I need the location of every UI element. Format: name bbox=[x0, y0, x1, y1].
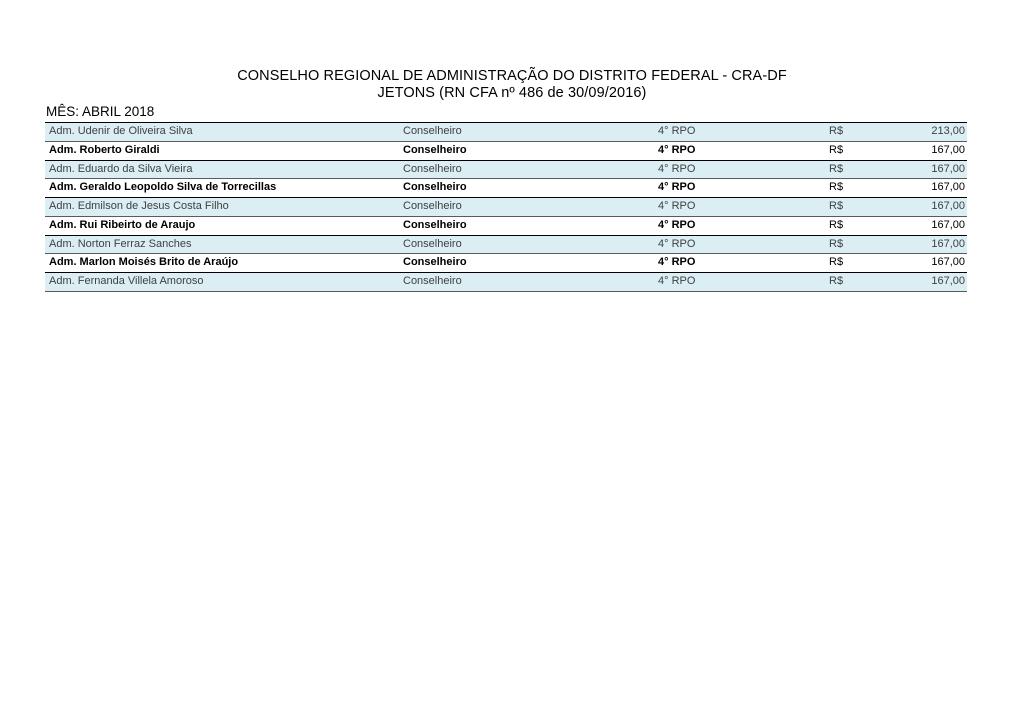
table-row bbox=[45, 142, 967, 161]
member-role: Conselheiro bbox=[403, 275, 462, 287]
member-name: Adm. Udenir de Oliveira Silva bbox=[49, 125, 193, 137]
jeton-value: 167,00 bbox=[931, 162, 965, 175]
table-row bbox=[45, 254, 967, 273]
member-category: 4° RPO bbox=[658, 218, 696, 231]
currency-symbol: R$ bbox=[829, 143, 844, 156]
table-row bbox=[45, 122, 967, 142]
table-row bbox=[45, 198, 967, 217]
table-row bbox=[45, 179, 967, 198]
member-role: Conselheiro bbox=[403, 125, 462, 137]
table-row bbox=[45, 236, 967, 255]
member-category: 4° RPO bbox=[658, 237, 696, 250]
member-category: 4° RPO bbox=[658, 181, 696, 194]
currency-symbol: R$ bbox=[829, 218, 844, 231]
table-row bbox=[45, 161, 967, 180]
member-category: 4° RPO bbox=[658, 275, 696, 287]
member-category: 4° RPO bbox=[658, 125, 696, 137]
member-name: Adm. Edmilson de Jesus Costa Filho bbox=[49, 200, 229, 212]
month-label: MÊS: ABRIL 2018 bbox=[46, 104, 155, 119]
currency-symbol: R$ bbox=[829, 237, 844, 250]
jeton-value: 167,00 bbox=[931, 256, 965, 269]
currency-symbol: R$ bbox=[829, 125, 844, 137]
member-name: Adm. Eduardo da Silva Vieira bbox=[49, 162, 193, 175]
jeton-value: 167,00 bbox=[931, 237, 965, 250]
document-header bbox=[0, 68, 1024, 102]
document-title: CONSELHO REGIONAL DE ADMINISTRAÇÃO DO DISTRITO FEDERAL - CRA-DF bbox=[237, 68, 787, 84]
member-role: Conselheiro bbox=[403, 181, 467, 194]
jeton-value: 167,00 bbox=[931, 275, 965, 287]
member-name: Adm. Marlon Moisés Brito de Araújo bbox=[49, 256, 239, 269]
jeton-value: 167,00 bbox=[931, 181, 965, 194]
member-name: Adm. Roberto Giraldi bbox=[49, 143, 160, 156]
member-role: Conselheiro bbox=[403, 200, 462, 212]
member-name: Adm. Rui Ribeirto de Araujo bbox=[49, 218, 196, 231]
member-category: 4° RPO bbox=[658, 143, 696, 156]
member-role: Conselheiro bbox=[403, 237, 462, 250]
document-subtitle: JETONS (RN CFA nº 486 de 30/09/2016) bbox=[377, 85, 647, 101]
member-category: 4° RPO bbox=[658, 200, 696, 212]
table-row bbox=[45, 273, 967, 292]
currency-symbol: R$ bbox=[829, 256, 844, 269]
member-role: Conselheiro bbox=[403, 162, 462, 175]
currency-symbol: R$ bbox=[829, 275, 844, 287]
member-category: 4° RPO bbox=[658, 162, 696, 175]
jetons-table bbox=[45, 122, 967, 292]
member-name: Adm. Fernanda Villela Amoroso bbox=[49, 275, 204, 287]
table-row bbox=[45, 217, 967, 236]
member-role: Conselheiro bbox=[403, 218, 467, 231]
jeton-value: 213,00 bbox=[931, 125, 965, 137]
currency-symbol: R$ bbox=[829, 200, 844, 212]
member-role: Conselheiro bbox=[403, 256, 467, 269]
member-name: Adm. Geraldo Leopoldo Silva de Torrecillas bbox=[49, 181, 277, 194]
currency-symbol: R$ bbox=[829, 181, 844, 194]
member-role: Conselheiro bbox=[403, 143, 467, 156]
member-category: 4° RPO bbox=[658, 256, 696, 269]
jeton-value: 167,00 bbox=[931, 143, 965, 156]
member-name: Adm. Norton Ferraz Sanches bbox=[49, 237, 192, 250]
currency-symbol: R$ bbox=[829, 162, 844, 175]
jeton-value: 167,00 bbox=[931, 218, 965, 231]
jeton-value: 167,00 bbox=[931, 200, 965, 212]
